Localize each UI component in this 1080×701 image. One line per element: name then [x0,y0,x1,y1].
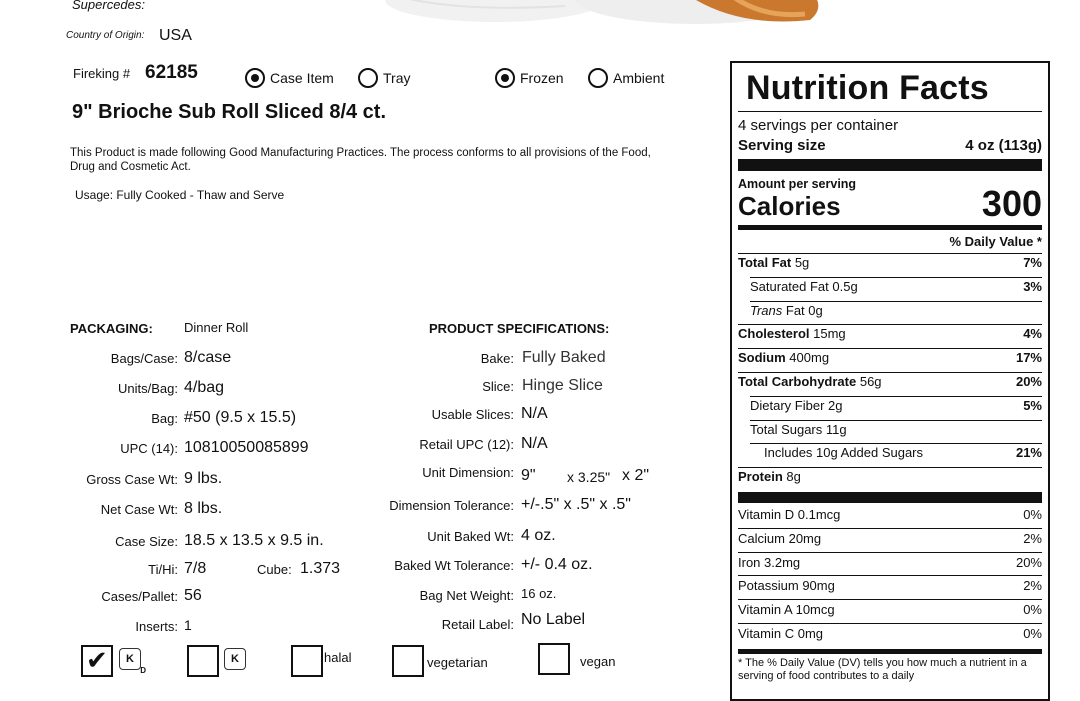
nutrient-amount: 15mg [813,326,846,342]
bake-value: Fully Baked [522,349,606,366]
vitamin-daily-value: 2% [1023,578,1042,594]
retail-label-value: No Label [521,611,586,628]
vitamin-name: Vitamin C [738,626,795,641]
unit-dimension-label: Unit Dimension: [422,465,514,480]
item-number-label: Fireking # [73,66,131,81]
nutrient-amount: 0.5g [832,278,858,294]
kosher-dairy-checkbox[interactable] [81,645,113,677]
nutrient-name: Saturated Fat 0.5g [750,278,858,294]
vitamin-row [738,602,1042,617]
specs-heading: PRODUCT SPECIFICATIONS: [429,321,610,336]
nutrient-row [738,445,1042,460]
ambient-label: Ambient [613,70,665,86]
cube-value: 1.373 [300,560,341,577]
unit-dimension-width: x 3.25" [567,469,611,485]
vitamin-amount: 10mcg [795,602,835,618]
nutrient-row [738,350,1042,365]
vitamin-daily-value: 2% [1023,530,1042,546]
case-size-value: 18.5 x 13.5 x 9.5 in. [184,532,324,549]
baked-wt-tolerance-value: +/- 0.4 oz. [521,556,593,573]
nutrient-name: Total Sugars 11g [750,421,847,437]
nutrient-name: Dietary Fiber 2g [750,397,843,413]
serving-size-row [738,137,1042,154]
vitamin-amount: 0.1mcg [797,507,841,522]
nutrient-name: Total Fat 5g [738,255,810,270]
usable-slices-value: N/A [521,405,548,422]
vitamin-row [738,531,1042,546]
nutrition-facts-panel [730,61,1050,701]
gross-case-wt-label: Gross Case Wt: [86,472,178,487]
usage-note: Usage: Fully Cooked - Thaw and Serve [75,188,285,202]
nutrient-amount: 56g [859,374,882,389]
vegan-label: vegan [580,654,616,669]
calories-value: 300 [981,183,1042,224]
case-item-radio[interactable] [245,68,265,88]
cases-pallet-label: Cases/Pallet: [101,589,178,604]
serving-size-label: Serving size [738,137,826,154]
vegetarian-label: vegetarian [427,655,488,670]
units-bag-value: 4/bag [184,379,225,396]
frozen-radio[interactable] [495,68,515,88]
nutrient-amount: 400mg [789,350,830,366]
nutrient-amount: 0g [808,302,823,318]
halal-checkbox[interactable] [291,645,323,677]
retail-upc-label: Retail UPC (12): [419,437,514,452]
upc14-label: UPC (14): [120,441,178,456]
servings-per-container: 4 servings per container [738,117,899,134]
serving-size-value: 4 oz (113g) [965,137,1042,154]
bag-net-weight-value: 16 oz. [521,586,557,601]
packaging-type: Dinner Roll [184,320,249,335]
item-number: 62185 [145,62,198,83]
vegetarian-checkbox[interactable] [392,645,424,677]
nutrient-name: Cholesterol 15mg [738,326,846,342]
retail-upc-value: N/A [521,435,548,452]
nutrient-row [738,469,1042,484]
vitamin-row [738,507,1042,522]
nutrient-name: Includes 10g Added Sugars [764,445,924,461]
ambient-radio[interactable] [588,68,608,88]
country-label: Country of Origin: [66,30,145,41]
vegan-checkbox[interactable] [538,643,570,675]
usable-slices-label: Usable Slices: [431,407,514,422]
nutrient-daily-value: 4% [1023,326,1042,342]
kosher-dairy-icon: K D [119,648,141,670]
cube-label: Cube: [257,562,292,577]
nutrient-daily-value: 3% [1023,278,1042,294]
nutrient-amount: 2g [828,397,843,413]
vitamin-daily-value: 0% [1023,507,1042,522]
vitamin-amount: 3.2mg [764,554,801,570]
upc14-value: 10810050085899 [184,439,309,456]
vitamin-name: Vitamin A [738,602,792,618]
slice-label: Slice: [482,379,514,394]
country-value: USA [159,27,192,44]
halal-label: halal [324,650,352,665]
tray-label: Tray [383,70,411,86]
nutrient-daily-value: 20% [1015,374,1042,389]
retail-label-label: Retail Label: [441,617,514,632]
nutrient-amount: 8g [786,469,801,485]
vitamin-daily-value: 0% [1023,602,1042,618]
calories-label: Calories [738,191,841,221]
nutrition-title: Nutrition Facts [746,69,989,107]
net-case-wt-value: 8 lbs. [184,500,223,517]
cases-pallet-value: 56 [184,587,202,604]
checkmark-icon: ✔ [86,645,108,675]
nutrient-daily-value: 5% [1023,397,1042,413]
bake-label: Bake: [480,351,514,366]
nutrient-name: Sodium 400mg [738,350,830,366]
product-photo [265,0,935,38]
unit-baked-wt-value: 4 oz. [521,527,556,544]
case-item-label: Case Item [270,70,334,86]
slice-value: Hinge Slice [522,377,603,394]
nutrient-amount: 5g [794,255,810,270]
dimension-tolerance-value: +/-.5" x .5" x .5" [521,496,631,513]
vitamin-name: Potassium [738,578,799,594]
nutrient-row [738,398,1042,413]
case-size-label: Case Size: [115,534,178,549]
vitamin-daily-value: 20% [1015,554,1042,570]
vitamin-row [738,626,1042,641]
vitamin-name: Calcium [738,530,785,546]
ti-hi-label: Ti/Hi: [148,562,178,577]
inserts-label: Inserts: [135,619,178,634]
nutrient-row [738,255,1042,270]
bags-case-label: Bags/Case: [110,351,178,366]
net-case-wt-label: Net Case Wt: [100,502,178,517]
tray-radio[interactable] [358,68,378,88]
kosher-checkbox[interactable] [187,645,219,677]
bags-case-value: 8/case [184,349,232,366]
nutrient-name: Total Carbohydrate 56g [738,374,882,389]
baked-wt-tolerance-label: Baked Wt Tolerance: [394,558,514,573]
ti-hi-value: 7/8 [184,560,207,577]
product-title: 9" Brioche Sub Roll Sliced 8/4 ct. [72,101,387,123]
gmp-statement: This Product is made following Good Manufacturing Practices. The process conforms to all provisions of the Food, Drug and Cosmetic Act. [70,147,651,173]
nutrient-row [738,374,1042,389]
bag-label: Bag: [151,411,178,426]
kosher-icon: K [224,648,246,670]
daily-value-footnote: * The % Daily Value (DV) tells you how much a nutrient in a serving of food contributes to a daily [738,657,1027,682]
nutrient-row [738,422,1042,437]
dimension-tolerance-label: Dimension Tolerance: [389,498,514,513]
vitamin-amount: 0mg [797,626,824,641]
vitamin-name: Iron [738,554,761,570]
packaging-heading: PACKAGING: [70,321,153,336]
nutrient-row [738,326,1042,341]
daily-value-header: % Daily Value * [949,234,1042,249]
bag-net-weight-label: Bag Net Weight: [419,588,514,603]
nutrient-daily-value: 17% [1015,350,1042,366]
bag-value: #50 (9.5 x 15.5) [184,409,297,426]
unit-baked-wt-label: Unit Baked Wt: [427,529,514,544]
unit-dimension-value: 9" [521,467,536,484]
inserts-value: 1 [184,617,192,633]
nutrient-amount: 11g [825,421,847,437]
nutrient-daily-value: 7% [1023,255,1042,270]
unit-dimension-height: x 2" [622,467,650,484]
vitamin-amount: 90mg [802,578,835,594]
vitamin-row [738,578,1042,593]
nutrient-daily-value: 21% [1015,445,1042,461]
units-bag-label: Units/Bag: [118,381,178,396]
frozen-label: Frozen [520,70,564,86]
vitamin-row [738,555,1042,570]
vitamin-daily-value: 0% [1023,626,1042,641]
vitamin-name: Vitamin D [738,507,795,522]
amount-per-serving: Amount per serving [738,177,857,191]
nutrient-row [738,303,1042,318]
supercedes-label: Supercedes: [72,0,145,12]
nutrient-name: Protein 8g [738,469,801,485]
vitamin-amount: 20mg [788,530,822,546]
gross-case-wt-value: 9 lbs. [184,470,223,487]
nutrient-name: Trans Fat 0g [750,302,823,318]
nutrient-row [738,279,1042,294]
